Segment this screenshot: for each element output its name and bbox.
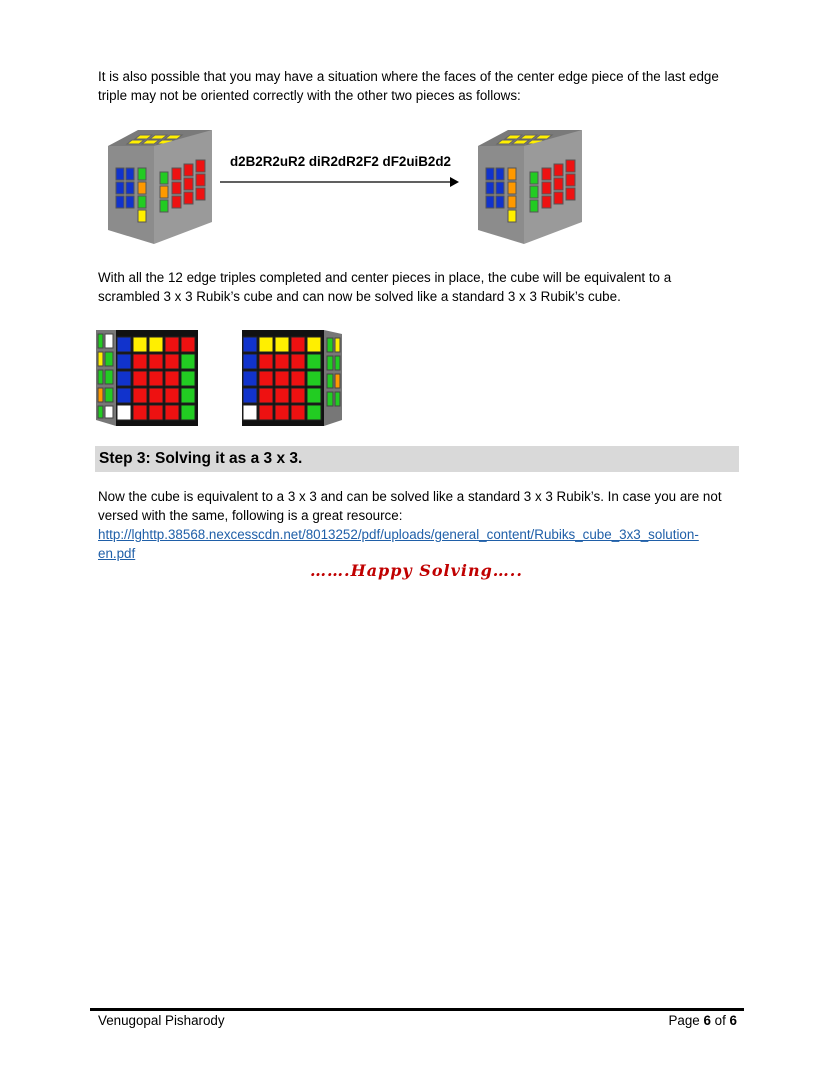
completion-line-2: scrambled 3 x 3 Rubik’s cube and can now be solved like a standard 3 x 3 Rubik’s cube. (98, 289, 621, 304)
page-prefix: Page (668, 1013, 704, 1028)
completion-paragraph (98, 268, 748, 306)
transform-arrow (220, 176, 460, 188)
resource-link[interactable] (98, 527, 699, 561)
page-total: 6 (729, 1013, 737, 1028)
page-current: 6 (703, 1013, 711, 1028)
algorithm-label: d2B2R2uR2 diR2dR2F2 dF2uiB2d2 (230, 154, 451, 169)
cube-before-image (100, 126, 220, 251)
resource-link-line-2[interactable]: en.pdf (98, 546, 136, 561)
page-separator: of (710, 1013, 730, 1028)
intro-paragraph (98, 67, 748, 105)
intro-line-2: triple may not be oriented correctly with the other two pieces as follows: (98, 88, 521, 103)
cube-after-image (470, 126, 590, 251)
footer-page-number (668, 1013, 737, 1028)
footer-author: Venugopal Pisharody (98, 1013, 225, 1028)
scrambled-cube-back-image (242, 330, 342, 426)
step3-heading: Step 3: Solving it as a 3 x 3. (95, 446, 739, 472)
intro-line-1: It is also possible that you may have a situation where the faces of the center edge piece of the last edge (98, 69, 719, 84)
happy-solving-closing: …….Happy Solving….. (310, 561, 523, 580)
completion-line-1: With all the 12 edge triples completed and center pieces in place, the cube will be equivalent to a (98, 270, 672, 285)
footer-divider (90, 1008, 744, 1011)
step3-paragraph (98, 487, 748, 563)
resource-link-line-1[interactable]: http://lghttp.38568.nexcesscdn.net/8013252/pdf/uploads/general_content/Rubiks_cube_3x3_solution- (98, 527, 699, 542)
step3-line-1: Now the cube is equivalent to a 3 x 3 and can be solved like a standard 3 x 3 Rubik’s. In case you are not (98, 489, 722, 504)
scrambled-cube-front-image (96, 330, 198, 426)
step3-line-2: versed with the same, following is a great resource: (98, 508, 403, 523)
